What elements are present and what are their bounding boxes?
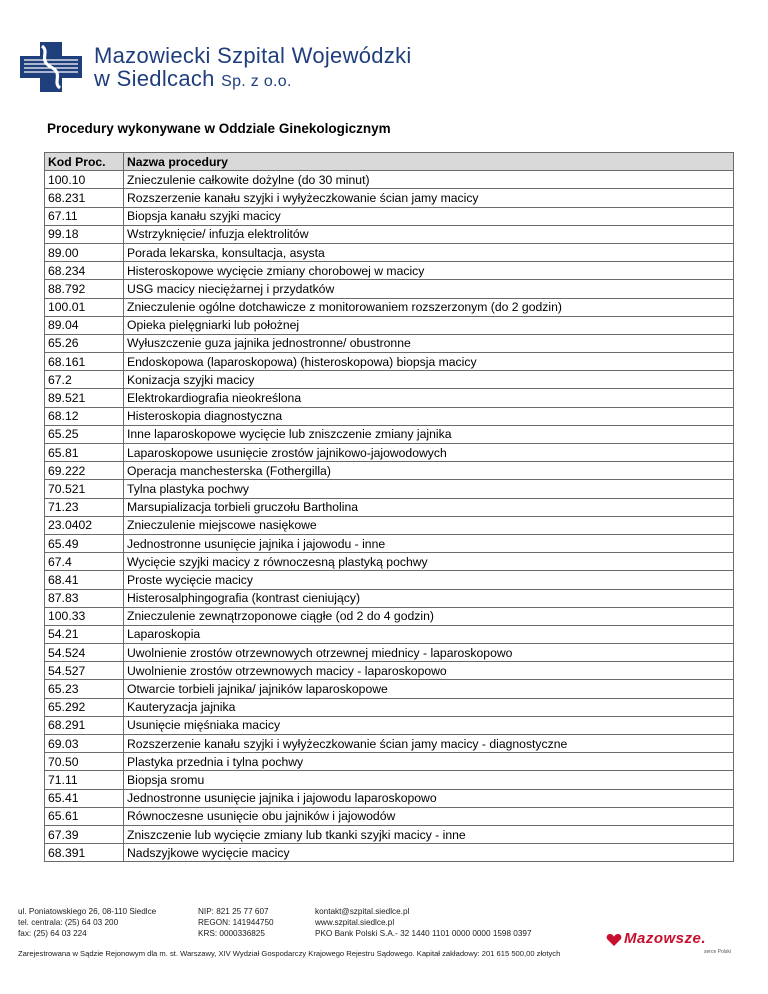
table-row [45,480,734,498]
footer-phone: tel. centrala: (25) 64 03 200 [18,918,119,927]
table-row [45,607,734,625]
table-row [45,462,734,480]
procedure-name: Plastyka przednia i tylna pochwy [124,753,734,771]
procedure-code: 65.26 [45,334,124,352]
procedure-code: 89.521 [45,389,124,407]
table-row [45,316,734,334]
table-row [45,407,734,425]
table-row [45,389,734,407]
procedure-code: 23.0402 [45,516,124,534]
procedure-code: 70.521 [45,480,124,498]
table-row [45,225,734,243]
table-row [45,262,734,280]
procedure-name: Nadszyjkowe wycięcie macicy [124,844,734,862]
table-row [45,662,734,680]
procedure-name: Otwarcie torbieli jajnika/ jajników laparoskopowe [124,680,734,698]
procedure-code: 100.01 [45,298,124,316]
procedure-name: Laparoskopia [124,625,734,643]
table-row [45,353,734,371]
brand-tagline: serce Polski [704,949,731,955]
procedure-name: Rozszerzenie kanału szyjki i wyłyżeczkowanie ścian jamy macicy - diagnostyczne [124,735,734,753]
procedure-name: Porada lekarska, konsultacja, asysta [124,243,734,261]
procedure-name: Biopsja sromu [124,771,734,789]
procedure-name: Rozszerzenie kanału szyjki i wyłyżeczkowanie ścian jamy macicy [124,189,734,207]
table-row [45,735,734,753]
procedure-name: USG macicy nieciężarnej i przydatków [124,280,734,298]
procedure-name: Opieka pielęgniarki lub położnej [124,316,734,334]
table-row [45,589,734,607]
procedure-name: Elektrokardiografia nieokreślona [124,389,734,407]
procedure-code: 69.222 [45,462,124,480]
footer-regon: REGON: 141944750 [198,918,274,927]
procedure-name: Histeroskopowe wycięcie zmiany chorobowej w macicy [124,262,734,280]
table-row [45,534,734,552]
procedure-code: 65.41 [45,789,124,807]
procedure-code: 65.25 [45,425,124,443]
procedure-name: Uwolnienie zrostów otrzewnowych otrzewnej miednicy - laparoskopowo [124,644,734,662]
table-row [45,298,734,316]
procedure-name: Zniszczenie lub wycięcie zmiany lub tkanki szyjki macicy - inne [124,825,734,843]
organization-name-line2 [94,67,412,93]
table-row [45,716,734,734]
table-row [45,189,734,207]
table-row [45,625,734,643]
procedure-code: 99.18 [45,225,124,243]
procedure-code: 71.11 [45,771,124,789]
procedure-name: Znieczulenie całkowite dożylne (do 30 minut) [124,171,734,189]
procedure-code: 65.81 [45,444,124,462]
table-row [45,789,734,807]
footer-registration: Zarejestrowana w Sądzie Rejonowym dla m. st. Warszawy, XIV Wydział Gospodarczy Krajowego Rejestru Sądowego. Kapitał zakładowy: 201 615 500,00 złotych [18,949,561,958]
procedure-code: 88.792 [45,280,124,298]
procedure-name: Biopsja kanału szyjki macicy [124,207,734,225]
table-row [45,425,734,443]
mazowsze-brand-logo [604,930,764,960]
procedure-name: Histeroskopia diagnostyczna [124,407,734,425]
table-row [45,644,734,662]
procedure-name: Równoczesne usunięcie obu jajników i jajowodów [124,807,734,825]
procedure-name: Kauteryzacja jajnika [124,698,734,716]
procedure-name: Wycięcie szyjki macicy z równoczesną plastyką pochwy [124,553,734,571]
procedure-code: 87.83 [45,589,124,607]
procedure-code: 69.03 [45,735,124,753]
footer-website[interactable]: www.szpital.siedlce.pl [315,918,395,927]
footer-krs: KRS: 0000336825 [198,929,265,938]
procedure-code: 100.33 [45,607,124,625]
procedure-name: Proste wycięcie macicy [124,571,734,589]
table-row [45,498,734,516]
organization-legal-form: Sp. z o.o. [221,73,292,90]
procedure-code: 70.50 [45,753,124,771]
procedures-table [44,152,734,862]
procedure-name: Konizacja szyjki macicy [124,371,734,389]
table-row [45,680,734,698]
procedure-code: 65.61 [45,807,124,825]
footer-identifiers [198,906,274,939]
procedure-name: Znieczulenie zewnątrzoponowe ciągłe (od 2 do 4 godzin) [124,607,734,625]
table-row [45,444,734,462]
procedure-code: 89.00 [45,243,124,261]
table-row [45,825,734,843]
procedure-code: 71.23 [45,498,124,516]
procedure-code: 68.41 [45,571,124,589]
procedure-code: 68.391 [45,844,124,862]
table-row [45,571,734,589]
footer-email[interactable]: kontakt@szpital.siedlce.pl [315,907,410,916]
procedure-code: 54.21 [45,625,124,643]
procedure-name: Znieczulenie ogólne dotchawicze z monitorowaniem rozszerzonym (do 2 godzin) [124,298,734,316]
table-row [45,280,734,298]
procedure-name: Wyłuszczenie guza jajnika jednostronne/ obustronne [124,334,734,352]
procedure-code: 67.4 [45,553,124,571]
page-title: Procedury wykonywane w Oddziale Ginekologicznym [47,121,391,136]
table-row [45,207,734,225]
heart-icon [606,933,622,947]
procedure-code: 68.12 [45,407,124,425]
footer-bank-account: PKO Bank Polski S.A.- 32 1440 1101 0000 0000 1598 0397 [315,929,532,938]
table-row [45,807,734,825]
procedure-name: Znieczulenie miejscowe nasiękowe [124,516,734,534]
organization-city: w Siedlcach [94,66,215,91]
procedure-code: 54.524 [45,644,124,662]
table-row [45,334,734,352]
procedure-code: 54.527 [45,662,124,680]
procedure-name: Laparoskopowe usunięcie zrostów jajnikowo-jajowodowych [124,444,734,462]
page-footer [18,906,763,981]
procedure-code: 68.161 [45,353,124,371]
table-row [45,516,734,534]
procedure-code: 65.49 [45,534,124,552]
table-row [45,698,734,716]
footer-fax: fax: (25) 64 03 224 [18,929,87,938]
procedure-code: 68.231 [45,189,124,207]
procedure-name: Wstrzyknięcie/ infuzja elektrolitów [124,225,734,243]
column-header-name: Nazwa procedury [124,153,734,171]
page-header [20,42,440,92]
footer-nip: NIP: 821 25 77 607 [198,907,269,916]
table-body [45,171,734,862]
footer-address: ul. Poniatowskiego 26, 08-110 Siedlce [18,907,157,916]
procedure-code: 67.39 [45,825,124,843]
table-row [45,771,734,789]
procedure-name: Jednostronne usunięcie jajnika i jajowodu - inne [124,534,734,552]
procedure-name: Endoskopowa (laparoskopowa) (histeroskopowa) biopsja macicy [124,353,734,371]
procedure-code: 67.11 [45,207,124,225]
procedure-name: Uwolnienie zrostów otrzewnowych macicy - laparoskopowo [124,662,734,680]
procedure-name: Jednostronne usunięcie jajnika i jajowodu laparoskopowo [124,789,734,807]
procedure-code: 89.04 [45,316,124,334]
table-row [45,553,734,571]
column-header-code: Kod Proc. [45,153,124,171]
table-row [45,753,734,771]
procedure-name: Tylna plastyka pochwy [124,480,734,498]
table-row [45,371,734,389]
organization-name-line1: Mazowiecki Szpital Wojewódzki [94,43,412,68]
cross-logo-icon [20,42,82,92]
procedure-name: Inne laparoskopowe wycięcie lub zniszczenie zmiany jajnika [124,425,734,443]
footer-online [315,906,532,939]
procedure-code: 68.234 [45,262,124,280]
footer-contact [18,906,156,939]
organization-name [94,44,412,93]
procedure-code: 65.292 [45,698,124,716]
procedure-name: Marsupializacja torbieli gruczołu Bartholina [124,498,734,516]
table-row [45,844,734,862]
table-row [45,171,734,189]
brand-name: Mazowsze. [624,930,707,947]
procedure-code: 67.2 [45,371,124,389]
procedure-code: 68.291 [45,716,124,734]
procedure-name: Histerosalphingografia (kontrast cieniujący) [124,589,734,607]
procedure-code: 100.10 [45,171,124,189]
table-header-row [45,153,734,171]
table-row [45,243,734,261]
procedure-name: Operacja manchesterska (Fothergilla) [124,462,734,480]
procedure-code: 65.23 [45,680,124,698]
procedure-name: Usunięcie mięśniaka macicy [124,716,734,734]
